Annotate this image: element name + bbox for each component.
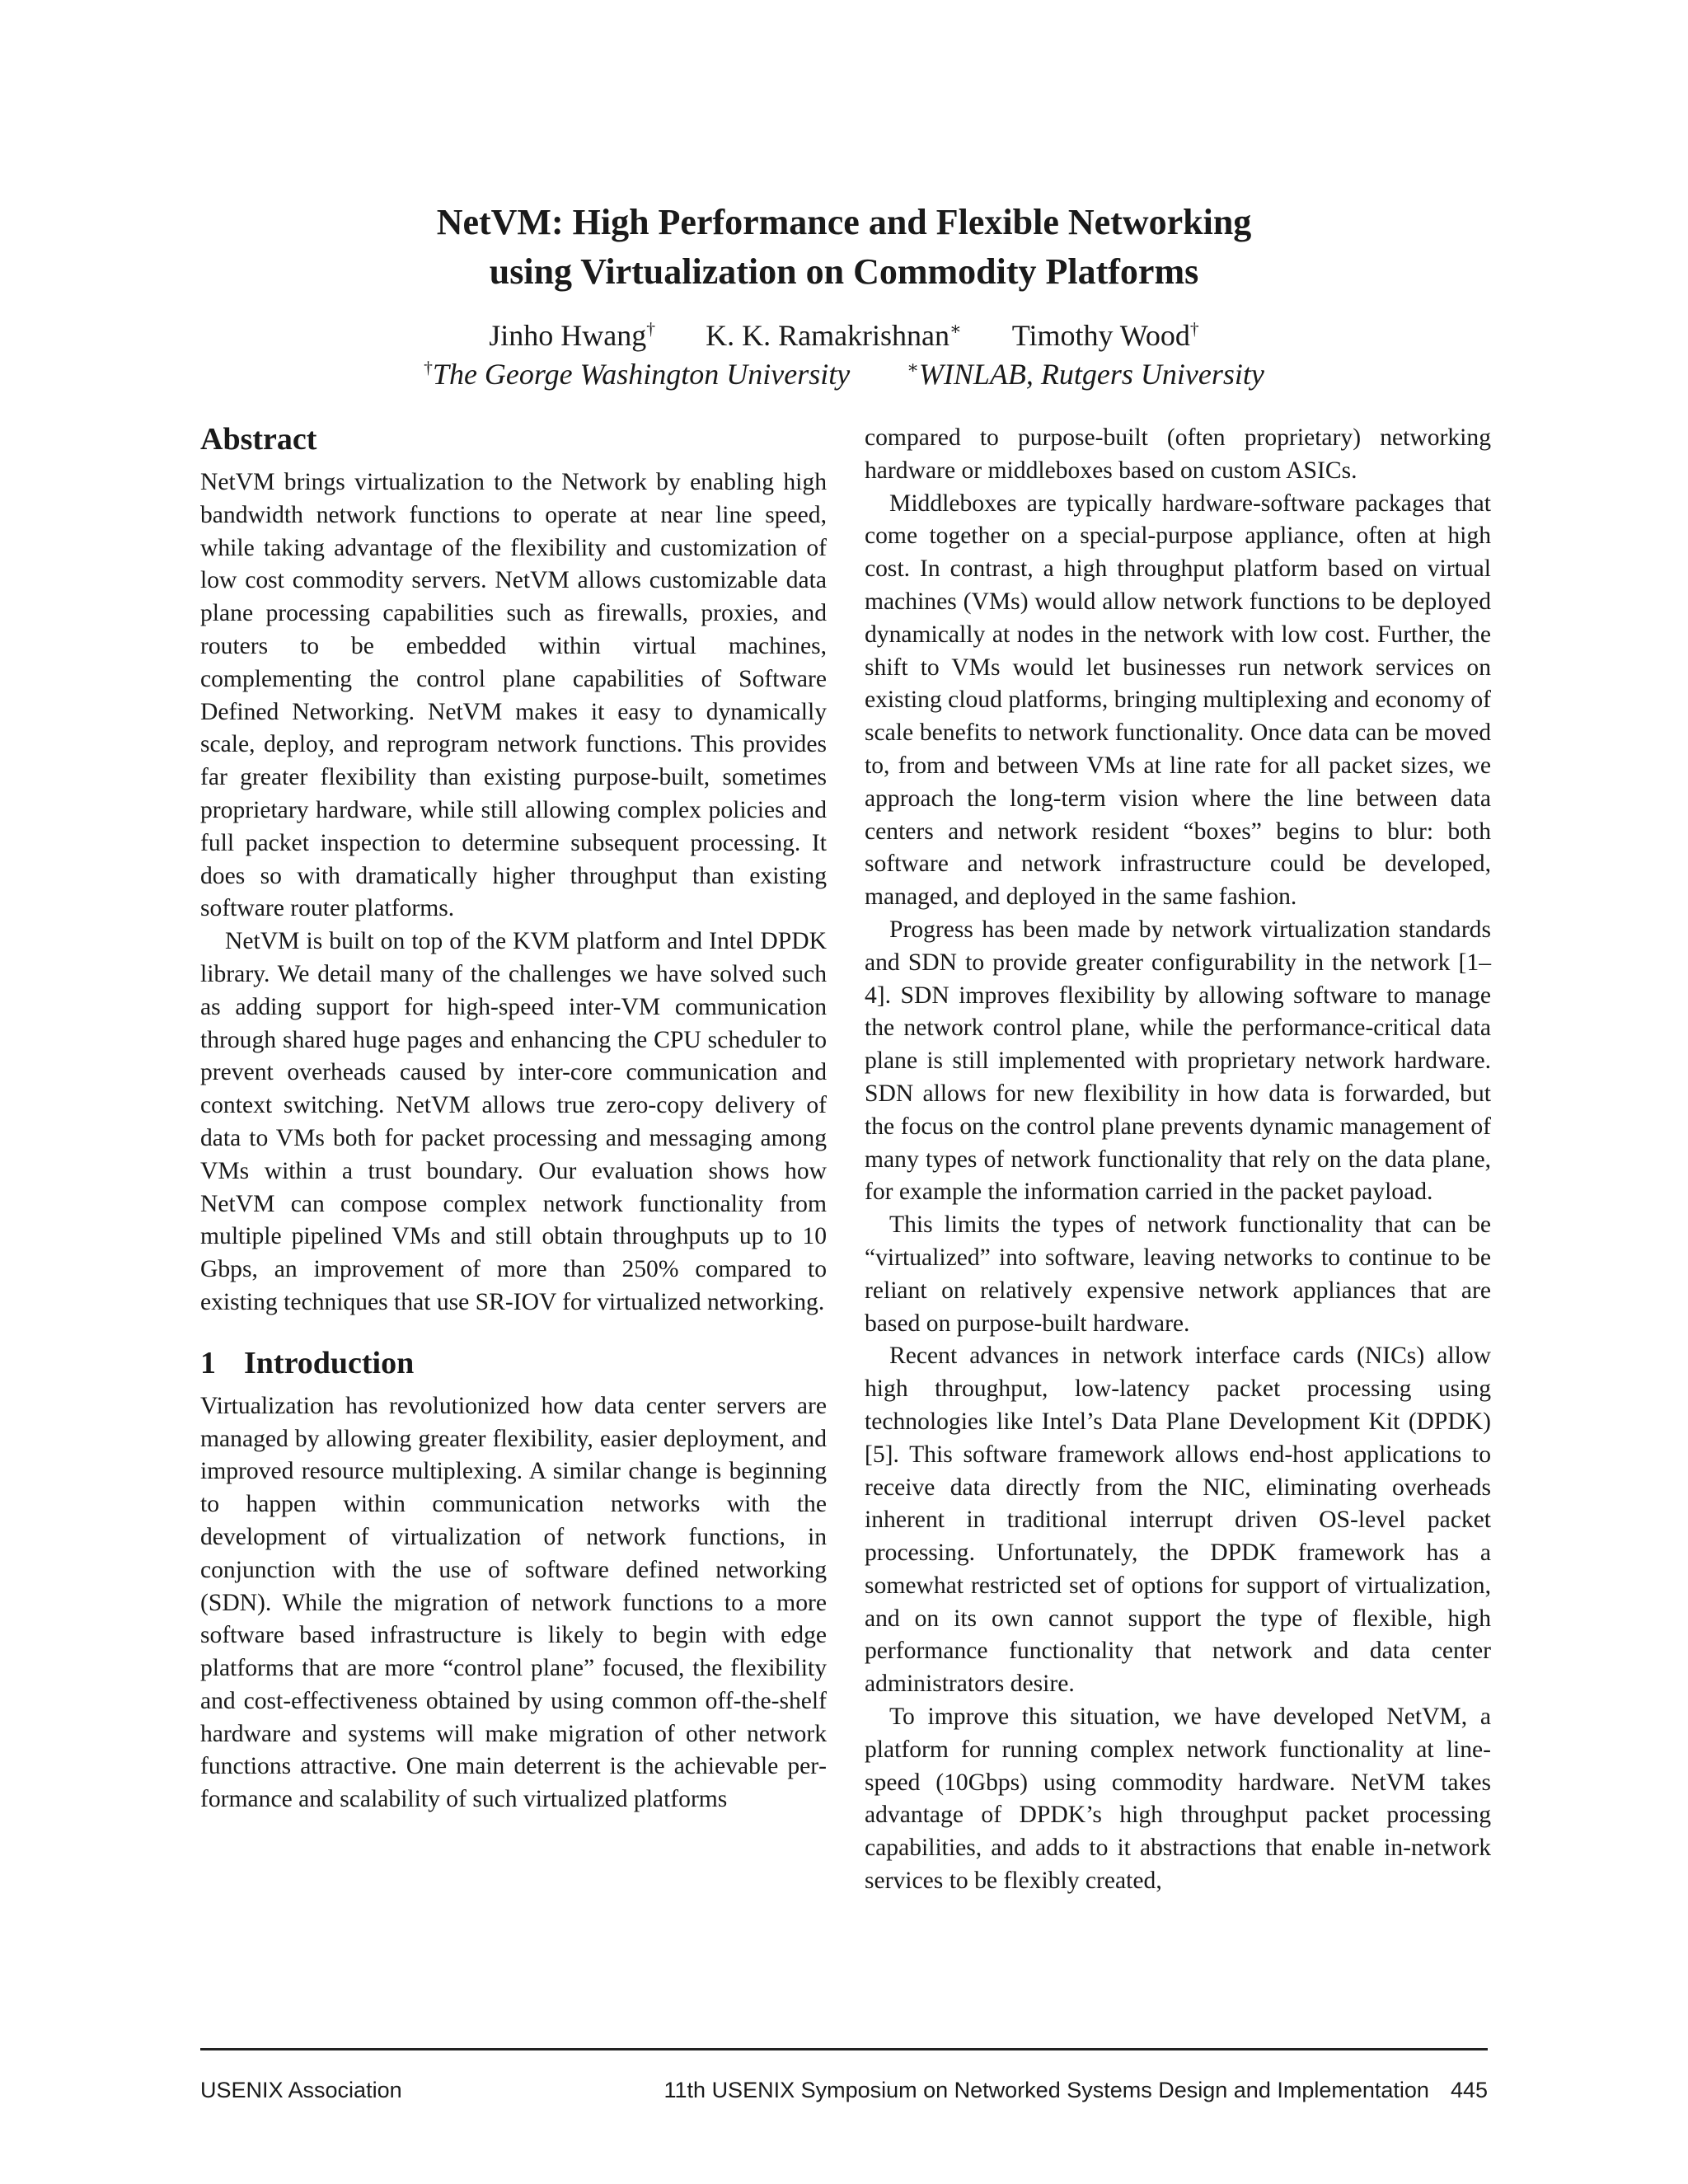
abstract-paragraph: NetVM is built on top of the KVM platform and Intel DPDK library. We detail many of the challenges we have solved such as adding support for high-speed inter-VM communication through shared huge pages and enhancing the CPU scheduler to prevent overheads caused by inter-core communication and context switching. NetVM allows true zero-copy delivery of data to VMs both for packet processing and messaging among VMs within a trust boundary. Our evaluation shows how NetVM can compose complex network functionality from multiple pipelined VMs and still obtain throughputs up to 10 Gbps, an improvement of more than 250% compared to existing techniques that use SR-IOV for virtualized networking.: [200, 928, 827, 1315]
author: K. K. Ramakrishnan∗: [706, 319, 962, 352]
body-paragraph: Progress has been made by network virtualization standards and SDN to provide greater configurability in the network [1–4]. SDN improves flexibility by allowing software to manage the network control plane, while the performance-critical data plane is still implemented with proprietary network hardware. SDN allows for new flexibility in how data is forwarded, but the focus on the control plane prevents dynamic management of many types of network functionality that rely on the data plane, for example the information carried in the packet payload.: [865, 916, 1491, 1206]
title-line-2: using Virtualization on Commodity Platforms: [489, 251, 1199, 292]
body-paragraph: Middleboxes are typically hardware-software packages that come together on a special-purpose appliance, often at high cost. In contrast, a high throughput platform based on virtual machines (VMs) would allow network functions to be deployed dynamically at nodes in the network with low cost. Further, the shift to VMs would let businesses run network services on existing cloud platforms, bringing multiplexing and economy of scale benefits to network functionality. Once data can be moved to, from and between VMs at line rate for all packet sizes, we approach the long-term vision where the line between data centers and network resident “boxes” begins to blur: both software and network infrastructure could be developed, managed, and deployed in the same fashion.: [865, 490, 1491, 911]
section-title: Introduction: [244, 1345, 415, 1380]
footer-conference-name: 11th USENIX Symposium on Networked Systems Design and Implementation: [663, 2078, 1429, 2102]
footer-venue: USENIX Association: [200, 2078, 402, 2102]
left-column: [200, 420, 827, 1816]
right-column: [865, 422, 1491, 1898]
author: Timothy Wood†: [1011, 319, 1199, 352]
body-paragraph: compared to purpose-built (often proprietary) networking hardware or middleboxes based on custom ASICs.: [865, 424, 1491, 484]
abstract-heading: Abstract: [200, 422, 317, 457]
page-number: 445: [1450, 2078, 1488, 2102]
body-paragraph: To improve this situation, we have developed NetVM, a platform for running complex network functionality at line-speed (10Gbps) using commodity hardware. NetVM takes advantage of DPDK’s high throughput packet processing capabilities, and adds to it abstractions that enable in-network services to be flexibly created,: [865, 1704, 1491, 1895]
affiliation: †The George Washington University: [424, 358, 851, 391]
section-number: 1: [200, 1345, 216, 1380]
affiliation-list: [0, 356, 1688, 392]
introduction-heading: [200, 1344, 827, 1382]
body-paragraph: This limits the types of network functionality that can be “virtualized” into software, leaving networks to continue to be reliant on relatively expensive network appliances that are based on purpose-built hardware.: [865, 1212, 1491, 1337]
author: Jinho Hwang†: [489, 319, 656, 352]
body-paragraph: Virtualization has revolutionized how data center servers are managed by allowing greater flexibility, easier deployment, and improved resource multiplexing. A similar change is beginning to happen within communication networks with the development of virtualization of network functions, in conjunction with the use of software defined networking (SDN). While the migration of network functions to a more software based infrastructure is likely to begin with edge platforms that are more “control plane” focused, the flexibility and cost-effectiveness obtained by using common off-the-shelf hardware and systems will make migration of other network functions attractive. One main deterrent is the achievable performance and scalability of such virtualized platforms: [200, 1392, 827, 1813]
footer-rule: [200, 2048, 1488, 2050]
affiliation: ∗WINLAB, Rutgers University: [907, 358, 1264, 391]
paper-title: [0, 198, 1688, 297]
footer-conference: [664, 2076, 1488, 2104]
author-list: [0, 317, 1688, 354]
title-line-1: NetVM: High Performance and Flexible Networking: [436, 202, 1252, 242]
abstract-paragraph: NetVM brings virtualization to the Network by enabling high bandwidth network functions to operate at near line speed, while taking advantage of the flexibility and customization of low cost commodity servers. NetVM allows customizable data plane processing capabilities such as firewalls, proxies, and routers to be embedded within virtual machines, complementing the control plane capabilities of Software Defined Networking. NetVM makes it easy to dynamically scale, deploy, and reprogram network functions. This provides far greater flexibility than existing purpose-built, sometimes proprietary hardware, while still allowing complex policies and full packet inspection to determine subsequent processing. It does so with dramatically higher throughput than existing software router platforms.: [200, 469, 827, 922]
body-paragraph: Recent advances in network interface cards (NICs) allow high throughput, low-latency packet processing using technologies like Intel’s Data Plane Development Kit (DPDK) [5]. This software framework allows end-host applications to receive data directly from the NIC, eliminating overheads inherent in traditional interrupt driven OS-level packet processing. Unfortunately, the DPDK framework has a somewhat restricted set of options for support of virtualization, and on its own cannot support the type of flexible, high performance functionality that network and data center administrators desire.: [865, 1343, 1491, 1698]
